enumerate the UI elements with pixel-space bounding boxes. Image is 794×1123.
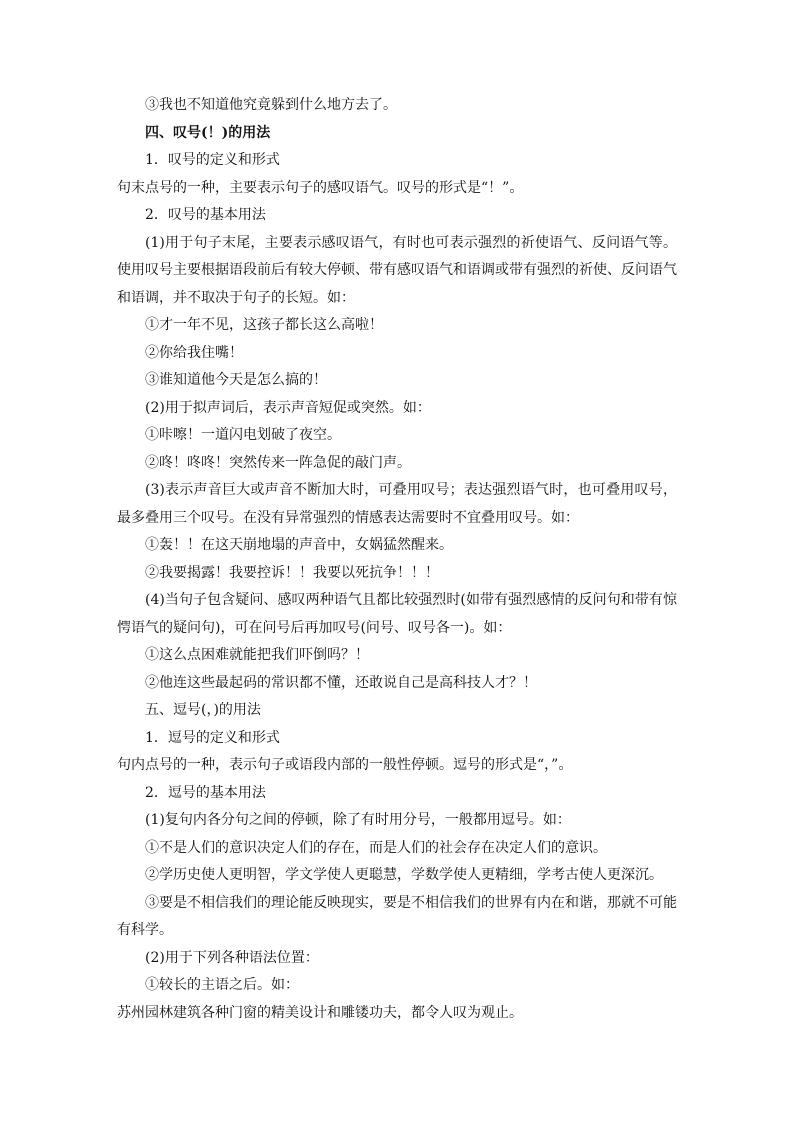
usage-item: (1)复句内各分句之间的停顿，除了有时用分号，一般都用逗号。如： [145,812,571,828]
subheading-definition: 1．逗号的定义和形式 [145,729,280,746]
subheading-usage: 2．逗号的基本用法 [145,784,266,801]
example-line: ①轰！！在这天崩地塌的声音中，女娲猛然醒来。 [145,537,453,553]
section-heading-comma: 五、逗号(，)的用法 [145,702,261,718]
example-line: ③谁知道他今天是怎么搞的！ [145,372,327,388]
section-heading-exclamation: 四、叹号(！)的用法 [145,124,271,141]
document-body [117,92,677,1027]
example-line: ①不是人们的意识决定人们的存在，而是人们的社会存在决定人们的意识。 [145,839,607,856]
definition-text: 句末点号的一种，主要表示句子的感叹语气。叹号的形式是“！”。 [117,179,524,196]
example-line: ①这么点困难就能把我们吓倒吗？！ [145,647,369,663]
example-line: ②他连这些最起码的常识都不懂，还敢说自己是高科技人才？！ [145,674,537,691]
usage-paragraph: (3)表示声音巨大或声音不断加大时，可叠用叹号；表达强烈语气时，也可叠用叹号，最多叠用三个叹号。在没有异常强烈的情感表达需要时不宜叠用叹号。如： [117,482,677,526]
usage-item: (2)用于下列各种语法位置： [145,949,319,966]
example-line: ①才一年不见，这孩子都长这么高啦！ [145,317,383,333]
example-line: ②你给我住嘴！ [145,344,243,361]
example-paragraph: ③要是不相信我们的理论能反映现实，要是不相信我们的世界有内在和谐，那就不可能有科学。 [117,894,677,938]
usage-item: (2)用于拟声词后，表示声音短促或突然。如： [145,399,431,416]
example-line: ③我也不知道他究竟躲到什么地方去了。 [145,97,397,113]
usage-subitem: ①较长的主语之后。如： [145,977,299,993]
subheading-usage: 2．叹号的基本用法 [145,207,266,223]
definition-text: 句内点号的一种，表示句子或语段内部的一般性停顿。逗号的形式是“，”。 [117,757,573,773]
example-sentence: 苏州园林建筑各种门窗的精美设计和雕镂功夫，都令人叹为观止。 [117,1004,523,1021]
example-line: ②咚！咚咚！突然传来一阵急促的敲门声。 [145,454,411,471]
example-line: ②学历史使人更明智，学文学使人更聪慧，学数学使人更精细，学考古使人更深沉。 [145,867,663,883]
subheading-definition: 1．叹号的定义和形式 [145,152,280,168]
usage-paragraph: (4)当句子包含疑问、感叹两种语气且都比较强烈时(如带有强烈感情的反问句和带有惊愕语气的疑问句)，可在问号后再加叹号(问号、叹号各一)。如： [117,592,677,636]
example-line: ②我要揭露！我要控诉！！我要以死抗争！！！ [145,564,439,581]
example-line: ①咔嚓！一道闪电划破了夜空。 [145,427,341,443]
usage-paragraph: (1)用于句子末尾，主要表示感叹语气，有时也可表示强烈的祈使语气、反问语气等。使用叹号主要根据语段前后有较大停顿、带有感叹语气和语调或带有强烈的祈使、反问语气和语调，并不取决于句子的长短。如： [117,234,677,306]
